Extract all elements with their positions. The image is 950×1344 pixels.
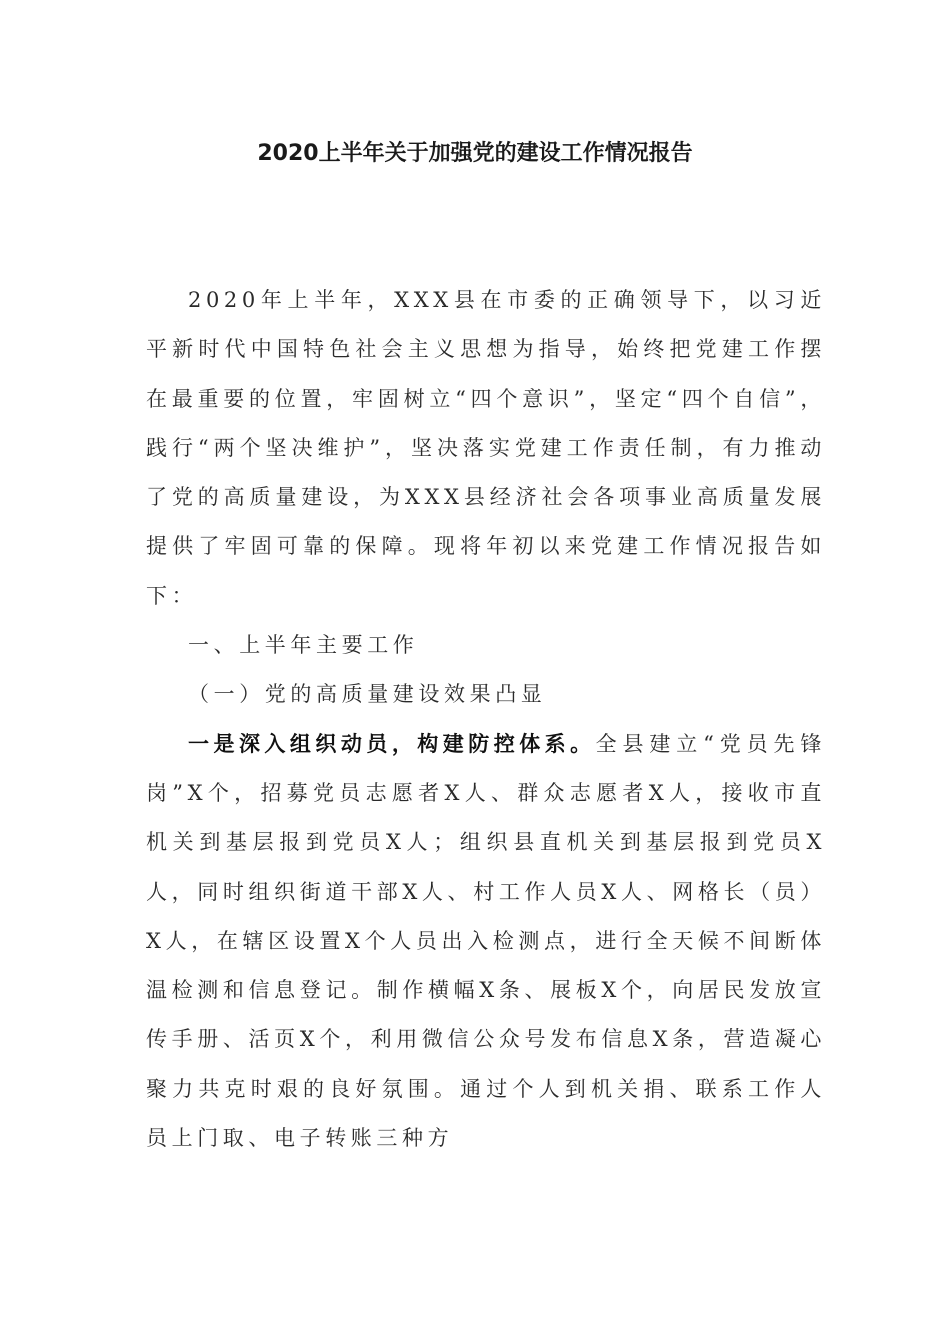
subsection-heading: （一）党的高质量建设效果凸显: [188, 682, 547, 707]
point-paragraph: [146, 720, 826, 1164]
point-text: 全县建立“党员先锋岗”X个，招募党员志愿者X人、群众志愿者X人，接收市直机关到基层报到党员X人；组织县直机关到基层报到党员X人，同时组织街道干部X人、村工作人员X人、网格长（员）X人，在辖区设置X个人员出入检测点，进行全天候不间断体温检测和信息登记。制作横幅X条、展板X个，向居民发放宣传手册、活页X个，利用微信公众号发布信息X条，营造凝心聚力共克时艰的良好氛围。通过个人到机关捐、联系工作人员上门取、电子转账三种方: [146, 731, 826, 1151]
document-title: 2020上半年关于加强党的建设工作情况报告: [257, 141, 693, 166]
point-lead: 一是深入组织动员，构建防控体系。: [188, 731, 596, 756]
section-heading: 一、上半年主要工作: [188, 633, 419, 658]
intro-paragraph: 2020年上半年，XXX县在市委的正确领导下，以习近平新时代中国特色社会主义思想为指导，始终把党建工作摆在最重要的位置，牢固树立“四个意识”，坚定“四个自信”，践行“两个坚决维护”，坚决落实党建工作责任制，有力推动了党的高质量建设，为XXX县经济社会各项事业高质量发展提供了牢固可靠的保障。现将年初以来党建工作情况报告如下：: [146, 288, 826, 608]
document-body: [146, 276, 826, 1163]
